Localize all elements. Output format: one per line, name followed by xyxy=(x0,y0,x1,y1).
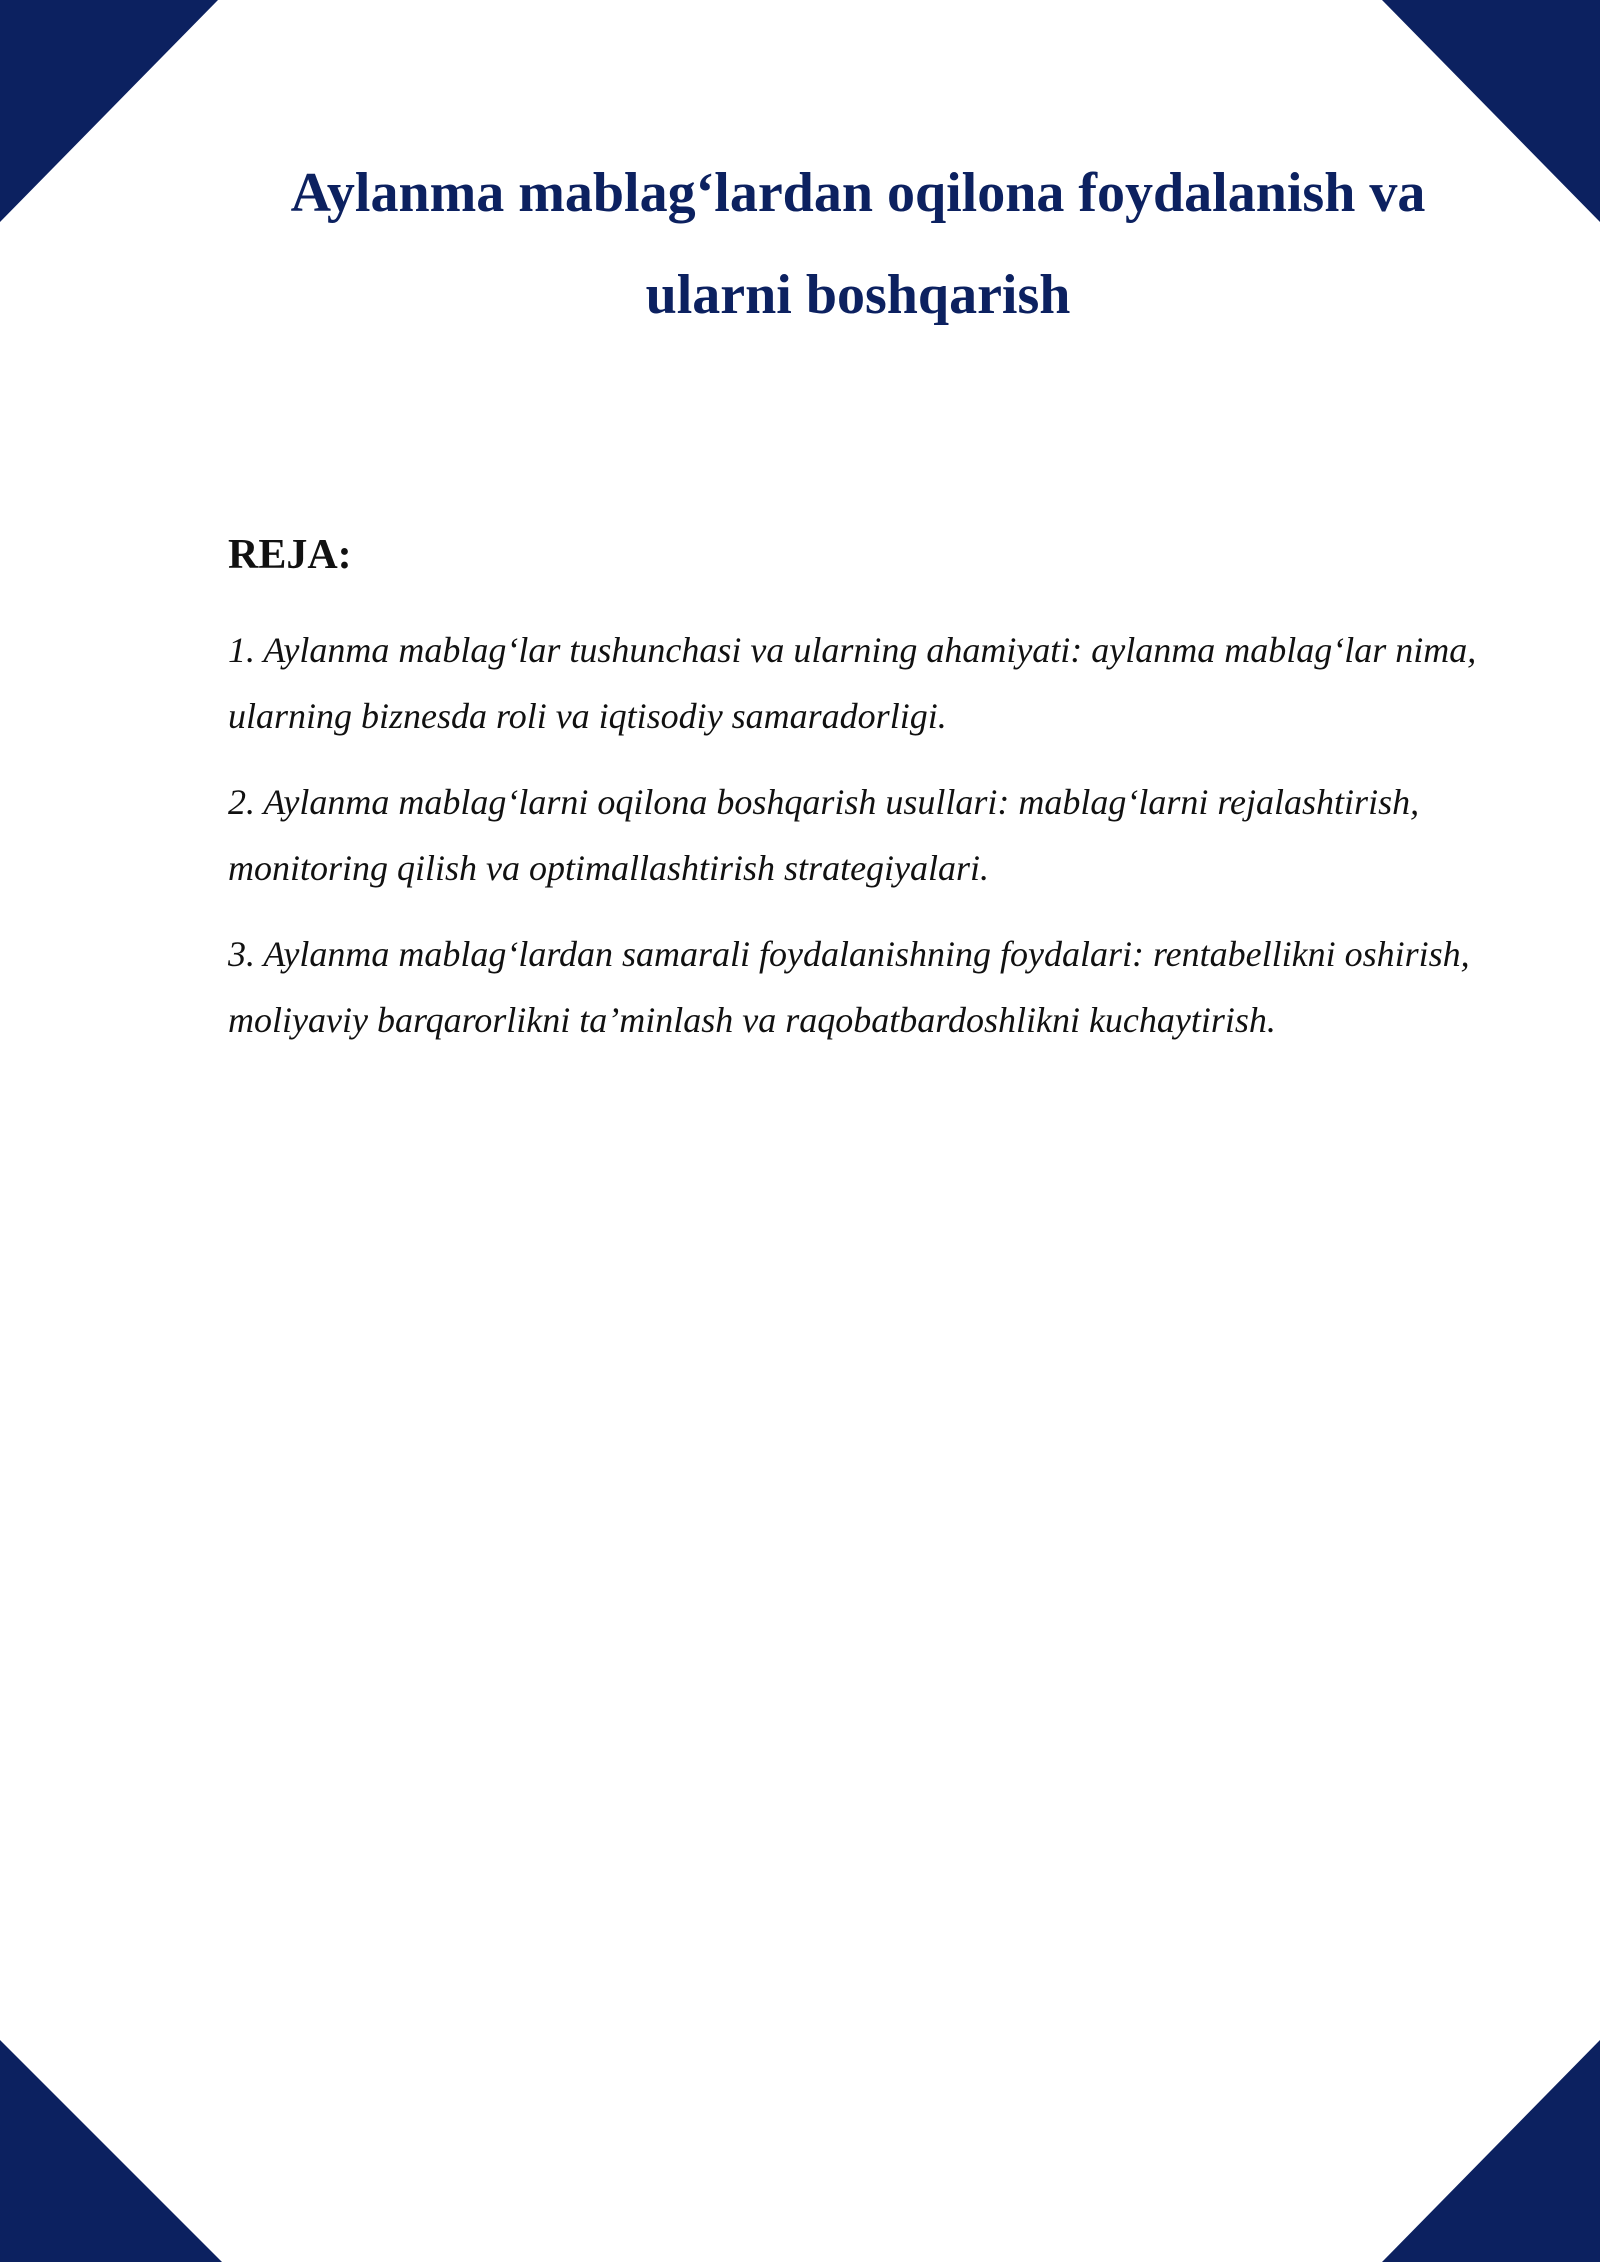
plan-item-3: 3. Aylanma mablag‘lardan samarali foydalanishning foydalari: rentabellikni oshirish, moliyaviy barqarorlikni ta’minlash va raqobatbardoshlikni kuchaytirish. xyxy=(228,934,1470,1040)
plan-item-2: 2. Aylanma mablag‘larni oqilona boshqarish usullari: mablag‘larni rejalashtirish, monitoring qilish va optimallashtirish strategiyalari. xyxy=(228,782,1420,888)
plan-section xyxy=(228,525,1498,1073)
corner-decoration-bottom-left xyxy=(0,2040,222,2262)
plan-heading: REJA: xyxy=(228,532,352,578)
corner-decoration-top-left xyxy=(0,0,218,222)
document-title: Aylanma mablag‘lardan oqilona foydalanish va ularni boshqarish xyxy=(290,162,1426,326)
plan-item-1: 1. Aylanma mablag‘lar tushunchasi va ularning ahamiyati: aylanma mablag‘lar nima, ularning biznesda roli va iqtisodiy samaradorligi. xyxy=(228,630,1477,736)
corner-decoration-bottom-right xyxy=(1382,2040,1600,2262)
